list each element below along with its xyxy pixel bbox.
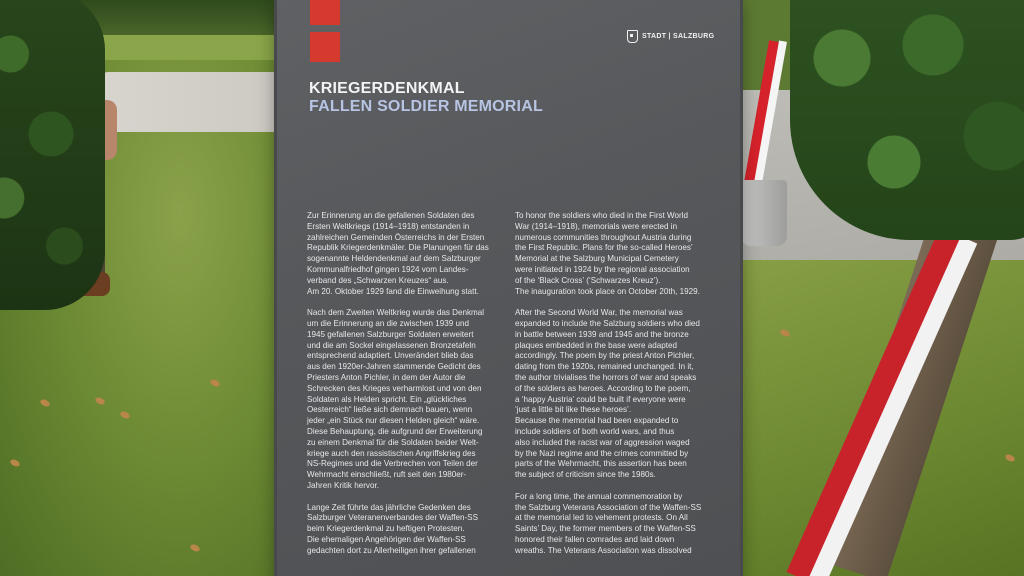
german-paragraph: Nach dem Zweiten Weltkrieg wurde das Denkmal um die Erinnerung an die zwischen 1939 und 1945 gefallenen Salzburger Soldaten erweitert und die am Sockel eingelassenen Bronzetafeln entsprechend adaptiert. Unverändert blieb das aus den 1920er-Jahren stammende Gedicht des Priesters Anton Pichler, in dem der Autor die Schrecken des Krieges verharmlost und von den Soldaten als Helden spricht. Ein „glückliches Oesterreich“ ließe sich demnach bauen, wenn jeder „ein Stück nur diesen Helden gleich“ wäre. Diese Behauptung, die aufgrund der Erweiterung zu einem Denkmal für die Soldaten beider Welt- kriege auch den rassistischen Angriffskrieg des NS-Regimes und die Verbrechen von Teilen der Wehrmacht einschließt, ruft seit den 1980er- Jahren Kritik hervor. [307,308,485,490]
english-text-column [515,211,711,557]
city-logo [627,30,714,43]
german-text-column [307,211,503,557]
red-square-marker [310,0,340,25]
english-paragraph: After the Second World War, the memorial was expanded to include the Salzburg soldiers who died in battle between 1939 and 1945 and the bronze plaques embedded in the base were adapted accordingly. The poem by the priest Anton Pichler, dating from the 1920s, remained unchanged. In it, the author trivialises the horrors of war and speaks of the soldiers as heroes. According to the poem, a ‘happy Austria’ could be built if everyone were ‘just a little bit like these heroes’. Because the memorial had been expanded to include soldiers of both world wars, and thus also included the racist war of aggression waged by the Nazi regime and the crimes committed by parts of the Wehrmacht, this assertion has been the subject of criticism since the 1980s. [515,308,700,480]
red-square-marker [310,32,340,62]
city-logo-text: STADT | SALZBURG [642,33,715,40]
title-english: FALLEN SOLDIER MEMORIAL [309,98,543,115]
english-paragraph: To honor the soldiers who died in the First World War (1914–1918), memorials were erected in numerous communities throughout Austria during the First Republic. Plans for the so-called Heroes’ Memorial at the Salzburg Municipal Cemetery were initiated in 1924 by the regional association of the ‘Black Cross’ (‘Schwarzes Kreuz’). The inauguration took place on October 20th, 1929. [515,211,700,296]
english-paragraph: For a long time, the annual commemoration by the Salzburg Veterans Association of the Waffen-SS at the memorial led to vehement protests. On All Saints’ Day, the former members of the Waffen-SS honored their fallen comrades and laid down wreaths. The Veterans Association was dissolved [515,491,702,555]
title-german: KRIEGERDENKMAL [309,80,465,97]
memorial-plaque [277,0,740,576]
salzburg-crest-icon [627,30,638,43]
german-paragraph: Zur Erinnerung an die gefallenen Soldaten des Ersten Weltkriegs (1914–1918) entstanden in zahlreichen Gemeinden Österreichs in der Ersten Republik Kriegerdenkmäler. Die Planungen für das sogenannte Heldendenkmal auf dem Salzburger Kommunalfriedhof gingen 1924 vom Landes- verband des „Schwarzen Kreuzes“ aus. Am 20. Oktober 1929 fand die Einweihung statt. [307,211,489,296]
flower-pot [741,180,787,246]
german-paragraph: Lange Zeit führte das jährliche Gedenken des Salzburger Veteranenverbandes der Waffen-SS beim Kriegerdenkmal zu heftigen Protesten. Die ehemaligen Angehörigen der Waffen-SS gedachten dort zu Allerheiligen ihrer gefallenen [307,502,478,555]
laurel-bush-right [790,0,1024,240]
laurel-bush-left [0,0,105,310]
